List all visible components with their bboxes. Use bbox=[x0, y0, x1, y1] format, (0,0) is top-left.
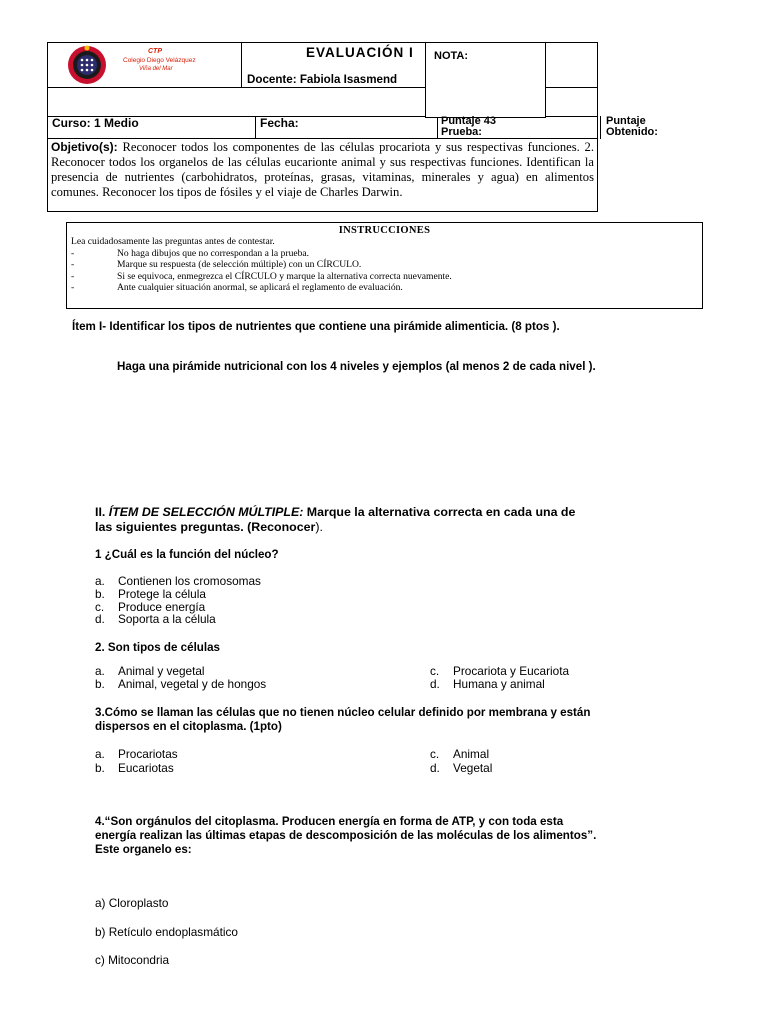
option-2a[interactable]: a. Animal y vegetal bbox=[95, 664, 205, 678]
puntaje-obtenido-line1: Puntaje bbox=[606, 115, 646, 127]
option-3c[interactable]: c. Animal bbox=[430, 747, 490, 761]
teacher-label: Docente: bbox=[247, 73, 297, 86]
header-divider bbox=[437, 116, 438, 139]
puntaje-prueba-line2: Prueba: bbox=[441, 126, 482, 138]
school-name: Colegio Diego Velázquez bbox=[123, 57, 196, 64]
option-3b[interactable]: b. Eucariotas bbox=[95, 761, 174, 775]
item1-heading: Ítem I- Identificar los tipos de nutrientes que contiene una pirámide alimenticia. (8 ptos ). bbox=[72, 320, 560, 333]
instruction-item: - Si se equivoca, enmegrezca el CÍRCULO y marque la alternativa correcta nuevamente. bbox=[71, 270, 452, 282]
header-divider bbox=[241, 42, 242, 88]
option-4b[interactable]: b) Retículo endoplasmático bbox=[95, 925, 238, 939]
option-1b[interactable]: b. Protege la célula bbox=[95, 587, 206, 601]
item2-heading: II. ÍTEM DE SELECCIÓN MÚLTIPLE: Marque la alternativa correcta en cada una de las siguientes preguntas. (Reconocer). bbox=[95, 505, 576, 534]
date-field[interactable]: Fecha: bbox=[260, 116, 299, 130]
option-2b[interactable]: b. Animal, vegetal y de hongos bbox=[95, 677, 267, 691]
page-title: EVALUACIÓN I bbox=[306, 45, 414, 60]
teacher-line bbox=[247, 73, 397, 86]
instruction-item: - No haga dibujos que no correspondan a la prueba. bbox=[71, 247, 310, 259]
item1-instruction: Haga una pirámide nutricional con los 4 niveles y ejemplos (al menos 2 de cada nivel ). bbox=[117, 360, 596, 373]
question-2: 2. Son tipos de células bbox=[95, 641, 220, 654]
instruction-item: - Marque su respuesta (de selección múltiple) con un CÍRCULO. bbox=[71, 259, 362, 271]
header-divider bbox=[255, 116, 256, 139]
item2-title: ÍTEM DE SELECCIÓN MÚLTIPLE: bbox=[108, 505, 304, 519]
header-divider bbox=[47, 138, 598, 139]
option-1d[interactable]: d. Soporta a la célula bbox=[95, 612, 216, 626]
objective-label: Objetivo(s): bbox=[51, 140, 118, 154]
course-label: Curso: 1 Medio bbox=[52, 116, 139, 130]
school-logo bbox=[67, 44, 107, 86]
option-2d[interactable]: d. Humana y animal bbox=[430, 677, 545, 691]
question-1: 1 ¿Cuál es la función del núcleo? bbox=[95, 548, 279, 561]
option-3a[interactable]: a. Procariotas bbox=[95, 747, 178, 761]
puntaje-prueba-label bbox=[441, 116, 496, 138]
option-4a[interactable]: a) Cloroplasto bbox=[95, 896, 169, 910]
pyramid-drawing-area[interactable] bbox=[72, 380, 692, 490]
option-1c[interactable]: c. Produce energía bbox=[95, 600, 206, 614]
puntaje-obtenido-line2: Obtenido: bbox=[606, 126, 658, 138]
option-3d[interactable]: d. Vegetal bbox=[430, 761, 493, 775]
option-1a[interactable]: a. Contienen los cromosomas bbox=[95, 574, 261, 588]
instruction-item: - Ante cualquier situación anormal, se aplicará el reglamento de evaluación. bbox=[71, 282, 403, 294]
instructions-title: INSTRUCCIONES bbox=[338, 225, 431, 236]
option-2c[interactable]: c. Procariota y Eucariota bbox=[430, 664, 570, 678]
question-3: 3.Cómo se llaman las células que no tienen núcleo celular definido por membrana y están dispersos en el citoplasma. (1pto) bbox=[95, 706, 591, 733]
header-divider bbox=[600, 116, 601, 139]
instructions-intro: Lea cuidadosamente las preguntas antes de contestar. bbox=[71, 236, 275, 248]
nota-label: NOTA: bbox=[434, 50, 469, 62]
objective-text: Reconocer todos los componentes de las células procariota y sus respectivas funciones. 2. Reconocer todos los organelos de las células eucarionte animal y sus respectivas funciones. Identifican la presencia de nutrientes (carbohidratos, proteínas, grasas, vitaminas, minerales y agua) en alimentos comunes. Reconocer los tipos de fósiles y el viaje de Charles Darwin. bbox=[51, 140, 594, 199]
puntaje-prueba-line1: Puntaje 43 bbox=[441, 115, 497, 127]
option-4c[interactable]: c) Mitocondria bbox=[95, 953, 170, 967]
puntaje-obtenido-label bbox=[606, 116, 658, 138]
instructions-box bbox=[66, 222, 703, 309]
teacher-name: Fabiola Isasmend bbox=[299, 73, 398, 86]
question-4: 4.“Son orgánulos del citoplasma. Producen energía en forma de ATP, y con toda esta energía realizan las últimas etapas de descomposición de las moléculas de los alimentos”. Este organelo es: bbox=[95, 815, 597, 856]
school-brand: CTP bbox=[148, 48, 162, 55]
school-city: Viña del Mar bbox=[139, 66, 173, 72]
objectives bbox=[51, 140, 594, 200]
